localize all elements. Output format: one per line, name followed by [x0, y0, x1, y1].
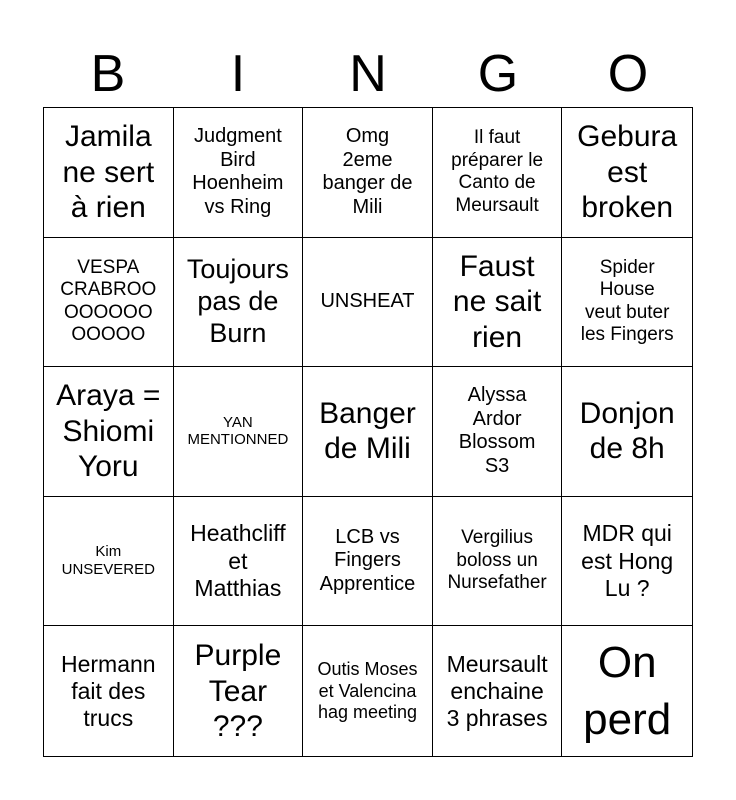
- header-letter-b: B: [90, 45, 126, 103]
- header-letter-g: G: [477, 45, 519, 103]
- bingo-cell[interactable]: Faust ne sait rien: [433, 238, 563, 368]
- bingo-cell[interactable]: Heathcliff et Matthias: [174, 497, 304, 627]
- bingo-board: [43, 107, 693, 757]
- bingo-cell[interactable]: VESPA CRABROO OOOOOO OOOOO: [44, 238, 174, 368]
- bingo-cell[interactable]: Hermann fait des trucs: [44, 626, 174, 756]
- header-letter-i: I: [230, 45, 246, 103]
- bingo-cell[interactable]: YAN MENTIONNED: [174, 367, 304, 497]
- bingo-cell[interactable]: Kim UNSEVERED: [44, 497, 174, 627]
- bingo-cell[interactable]: Spider House veut buter les Fingers: [562, 238, 692, 368]
- bingo-cell[interactable]: Il faut préparer le Canto de Meursault: [433, 108, 563, 238]
- bingo-cell[interactable]: Purple Tear ???: [174, 626, 304, 756]
- bingo-cell[interactable]: Banger de Mili: [303, 367, 433, 497]
- header-letter-o: O: [607, 45, 649, 103]
- bingo-cell[interactable]: Araya = Shiomi Yoru: [44, 367, 174, 497]
- bingo-cell[interactable]: Omg 2eme banger de Mili: [303, 108, 433, 238]
- header-letter-n: N: [349, 45, 387, 103]
- bingo-cell[interactable]: Outis Moses et Valencina hag meeting: [303, 626, 433, 756]
- bingo-cell[interactable]: LCB vs Fingers Apprentice: [303, 497, 433, 627]
- bingo-cell[interactable]: Donjon de 8h: [562, 367, 692, 497]
- bingo-cell[interactable]: Meursault enchaine 3 phrases: [433, 626, 563, 756]
- bingo-cell[interactable]: Judgment Bird Hoenheim vs Ring: [174, 108, 304, 238]
- bingo-cell[interactable]: Alyssa Ardor Blossom S3: [433, 367, 563, 497]
- bingo-header: [43, 42, 693, 106]
- bingo-cell[interactable]: UNSHEAT: [303, 238, 433, 368]
- bingo-cell[interactable]: MDR qui est Hong Lu ?: [562, 497, 692, 627]
- bingo-cell[interactable]: On perd: [583, 638, 672, 745]
- bingo-cell[interactable]: Vergilius boloss un Nursefather: [433, 497, 563, 627]
- bingo-cell[interactable]: Jamila ne sert à rien: [44, 108, 174, 238]
- bingo-cell[interactable]: Gebura est broken: [562, 108, 692, 238]
- bingo-cell[interactable]: Toujours pas de Burn: [174, 238, 304, 368]
